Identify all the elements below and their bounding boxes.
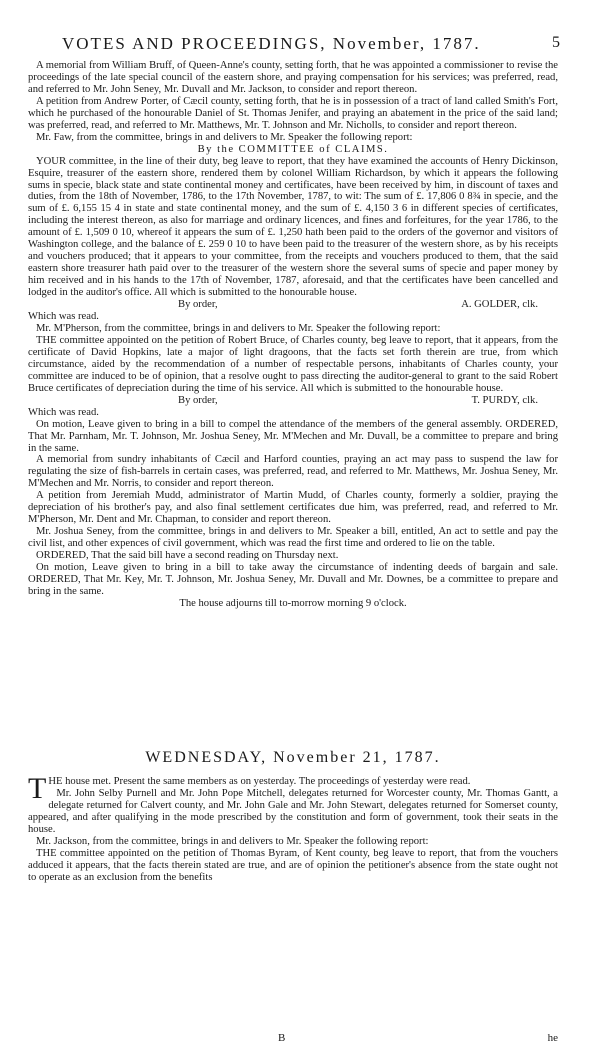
main-text xyxy=(28,60,558,610)
bruce-report: THE committee appointed on the petition of Robert Bruce, of Charles county, beg leave to report, that it appears, from the certificate of David Hopkins, late a major of light dragoons, that the facts set forth therein are true, from which circumstance, aided by the recommendation of a number of respectable persons, inhabitants of Charles county, your committee are induced to be of opinion, that a resolve ought to pass directing the auditor-general to grant to the said Robert Bruce certificates of depreciation during the time of his service. All which is submitted to the honourable house. xyxy=(28,334,558,394)
page-header xyxy=(30,34,560,58)
paragraph-deeds-bill: On motion, Leave given to bring in a bill to take away the circumstance of indenting deeds of bargain and sale. ORDERED, That Mr. Key, Mr. T. Johnson, Mr. Joshua Seney, Mr. Duvall and Mr. Downes, be a committee to prepare and bring in the same. xyxy=(28,562,558,597)
which-was-read: Which was read. xyxy=(28,311,99,323)
paragraph-delegates: Mr. John Selby Purnell and Mr. John Pope Mitchell, delegates returned for Worcester county, Mr. Thomas Gantt, a delegate returned for Calvert county, and Mr. John Gale and Mr. John Stewart, delegates returned for Somerset county, appeared, and after qualifying in the mode prescribed by the constitution and form of government, took their seats in the house. xyxy=(28,787,558,835)
paragraph-house-met xyxy=(28,772,558,805)
paragraph-fish-barrels: A memorial from sundry inhabitants of Cæcil and Harford counties, praying an act may pass to suspend the law for regulating the size of fish-barrels in certain cases, was preferred, read, and referred to Mr. Matthews, Mr. Joshua Seney, Mr. M'Mechen and Mr. Norris, to consider and report thereon. xyxy=(28,454,558,490)
paragraph-civil-list-bill: Mr. Joshua Seney, from the committee, brings in and delivers to Mr. Speaker a bill, entitled, An act to settle and pay the civil list, and other expences of civil government, which was read the first time and ordered to lie on the table. xyxy=(28,526,558,550)
byram-report: THE committee appointed on the petition of Thomas Byram, of Kent county, beg leave to report, that from the vouchers adduced it appears, that the facts therein stated are true, and are of opinion the petitioner's absence from the state ought not to operate as an exclusion from the benefits xyxy=(28,847,558,883)
house-met-text: HE house met. Present the same members as on yesterday. The proceedings of yesterday were read. xyxy=(48,776,471,787)
signature-by-order: By order, xyxy=(178,299,218,311)
page-number: 5 xyxy=(552,34,560,51)
which-was-read: Which was read. xyxy=(28,406,99,418)
paragraph-mcpherson-report: Mr. M'Pherson, from the committee, brings in and delivers to Mr. Speaker the following report: xyxy=(36,322,441,334)
day-heading: WEDNESDAY, November 21, 1787. xyxy=(145,749,441,766)
paragraph-bruff-memorial: A memorial from William Bruff, of Queen-Anne's county, setting forth, that he was appointed a commissioner to revise the proceedings of the late special council of the eastern shore, and praying compensation for his services; was preferred, read, and referred to Mr. John Seney, Mr. Duvall and Mr. Jackson, to consider and report thereon. xyxy=(28,60,558,95)
adjournment: The house adjourns till to-morrow morning 9 o'clock. xyxy=(179,597,407,609)
committee-heading: By the COMMITTEE of CLAIMS. xyxy=(197,143,389,155)
signature-purdy xyxy=(28,395,558,407)
paragraph-faw-report: Mr. Faw, from the committee, brings in and delivers to Mr. Speaker the following report: xyxy=(36,131,413,143)
signature-clerk: A. GOLDER, clk. xyxy=(461,299,538,311)
claims-report: YOUR committee, in the line of their duty, beg leave to report, that they have examined the accounts of Henry Dickinson, Esquire, treasurer of the eastern shore, rendered them by colonel William Richardson, by which it appears the following sums in specie, black state and state continental money and certificates, have been received by him, in discount of taxes and duties, from the 18th of November, 1786, to the 17th November, 1787, to wit: The sum of £. 17,806 0 8¾ in specie, and the sum of £. 6,155 15 4 in state and state continental money, and the sum of £. 4,150 3 6 in different species of certificates, including the interest thereon, as also for marriage and ordinary licences, and fines and forfeitures, for the year 1786, to the amount of £. 1,509 0 10, whereof it appears the sum of £. 1,250 hath been paid to the orders of the governor and visitors of Washington college, and the balance of £. 259 0 10 to have been paid to the treasurer of the western shore, as by his receipts and vouchers produced; that it appears to your committee, from the receipts and vouchers produced to them, that the said eastern shore treasurer hath paid over to the treasurer of the western shore the several sums of specie and paper money by him received and in his hands to the 17th of November, 1787, aforesaid, and that the certificates have been cancelled and lodged in the auditor's office. All which is submitted to the honourable house. xyxy=(28,155,558,299)
signature-mark: B xyxy=(278,1032,286,1044)
paragraph-attendance-bill: On motion, Leave given to bring in a bill to compel the attendance of the members of the general assembly. ORDERED, That Mr. Parnham, Mr. T. Johnson, Mr. Joshua Seney, Mr. M'Mechen and Mr. Duvall, be a committee to prepare and bring in the same. xyxy=(28,418,558,454)
running-title: VOTES AND PROCEEDINGS, November, 1787. xyxy=(62,34,481,53)
signature-by-order: By order, xyxy=(178,394,218,406)
catchword: he xyxy=(547,1032,558,1044)
paragraph-mudd-petition: A petition from Jeremiah Mudd, administrator of Martin Mudd, of Charles county, formerly a soldier, praying the depreciation of his brother's pay, and also final settlement certificates due him, was preferred, read, and referred to Mr. M'Pherson, Mr. Dent and Mr. Chapman, to consider and report thereon. xyxy=(28,490,558,526)
signature-clerk: T. PURDY, clk. xyxy=(471,394,538,406)
signature-golder xyxy=(28,299,558,311)
wednesday-text xyxy=(28,772,558,884)
paragraph-porter-petition: A petition from Andrew Porter, of Cæcil county, setting forth, that he is in possession of a tract of land called Smith's Fort, which he purchased of the honourable Daniel of St. Thomas Jenifer, and praying an abatement in the price of the said land; was preferred, read, and referred to Mr. Matthews, Mr. T. Johnson and Mr. Nicholls, to consider and report thereon. xyxy=(28,95,558,131)
paragraph-second-reading: ORDERED, That the said bill have a second reading on Thursday next. xyxy=(36,550,339,562)
paragraph-jackson-report: Mr. Jackson, from the committee, brings in and delivers to Mr. Speaker the following report: xyxy=(36,835,429,847)
drop-cap: T xyxy=(28,772,47,805)
